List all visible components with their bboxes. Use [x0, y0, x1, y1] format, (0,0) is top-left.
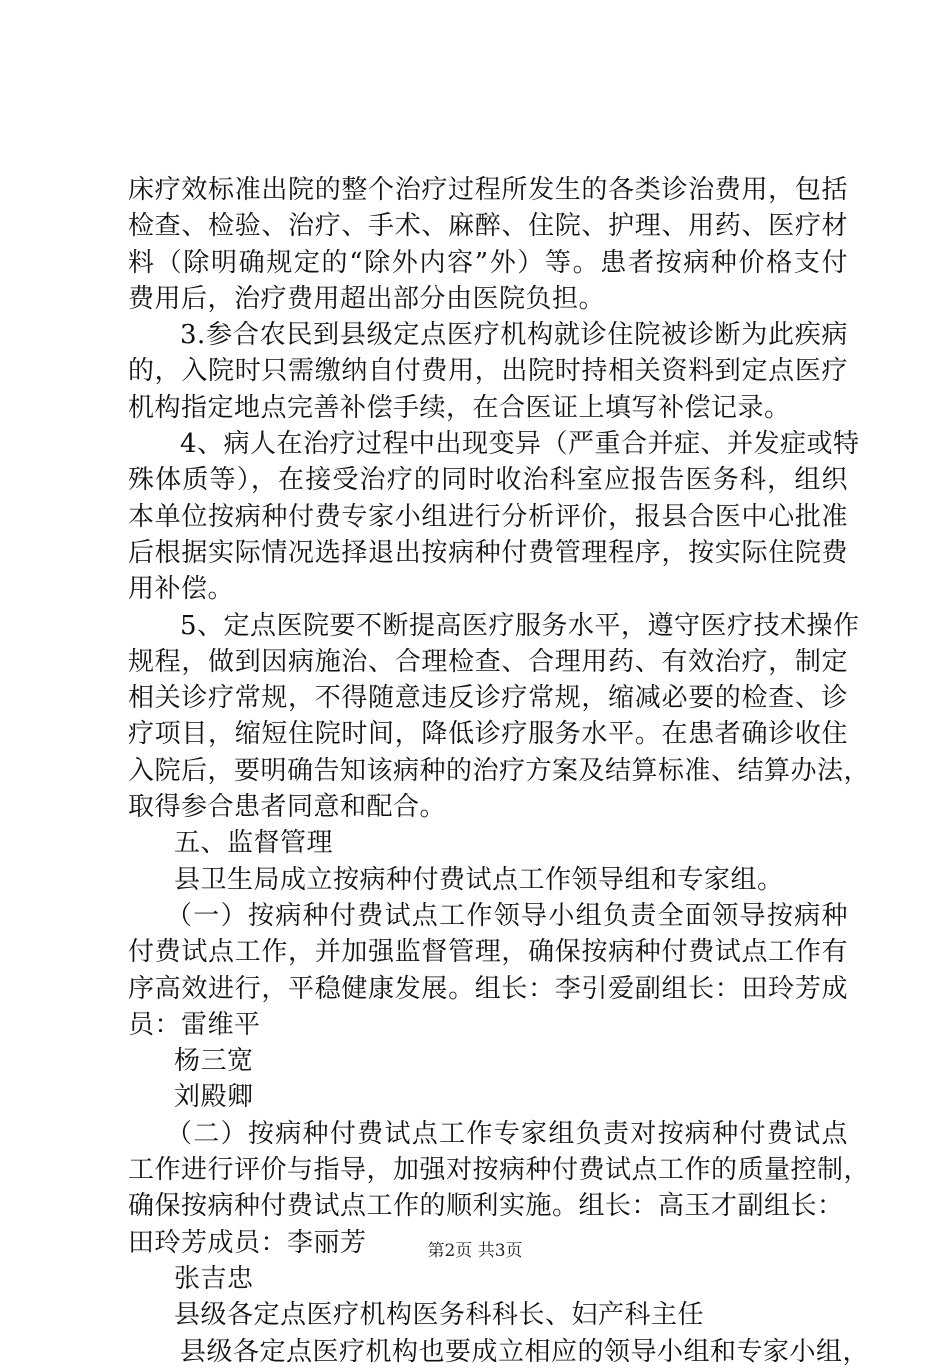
text-line: 后根据实际情况选择退出按病种付费管理程序，按实际住院费 — [128, 537, 848, 568]
text-line: 疗项目，缩短住院时间，降低诊疗服务水平。在患者确诊收住 — [128, 719, 848, 750]
section-heading: 五、监督管理 — [174, 828, 334, 859]
text-line: 县卫生局成立按病种付费试点工作领导组和专家组。 — [174, 864, 784, 895]
text-line: 殊体质等），在接受治疗的同时收治科室应报告医务科，组织 — [128, 465, 848, 496]
page-footer: 第2页 共3页 — [427, 1241, 523, 1261]
text-line: 料（除明确规定的“除外内容”外）等。患者按病种价格支付 — [128, 247, 848, 278]
text-line: 费用后，治疗费用超出部分由医院负担。 — [128, 283, 606, 314]
text-line: 序高效进行，平稳健康发展。组长：李引爱副组长：田玲芳成 — [128, 973, 848, 1004]
text-line: 取得参合患者同意和配合。 — [128, 792, 447, 823]
text-line: 张吉忠 — [174, 1263, 254, 1294]
text-line: 本单位按病种付费专家小组进行分析评价，报县合医中心批准 — [128, 501, 848, 532]
text-line: 县级各定点医疗机构也要成立相应的领导小组和专家小组， — [180, 1336, 870, 1367]
text-line: 杨三宽 — [174, 1046, 254, 1077]
text-line: 检查、检验、治疗、手术、麻醉、住院、护理、用药、医疗材 — [128, 211, 848, 242]
text-line: （一）按病种付费试点工作领导小组负责全面领导按病种 — [166, 900, 848, 931]
text-line: 县级各定点医疗机构医务科科长、妇产科主任 — [174, 1300, 705, 1331]
text-line: 规程，做到因病施治、合理检查、合理用药、有效治疗，制定 — [128, 646, 848, 677]
text-line: 机构指定地点完善补偿手续，在合医证上填写补偿记录。 — [128, 392, 791, 423]
document-body — [128, 172, 871, 1370]
text-line: 5、定点医院要不断提高医疗服务水平，遵守医疗技术操作 — [180, 610, 860, 641]
text-line: 员：雷维平 — [128, 1009, 261, 1040]
text-line: 刘殿卿 — [174, 1082, 254, 1113]
text-line: 付费试点工作，并加强监督管理，确保按病种付费试点工作有 — [128, 937, 848, 968]
text-line: 相关诊疗常规，不得随意违反诊疗常规，缩减必要的检查、诊 — [128, 683, 848, 714]
text-line: 用补偿。 — [128, 574, 235, 605]
text-line: 床疗效标准出院的整个治疗过程所发生的各类诊治费用，包括 — [128, 175, 848, 205]
text-line: 工作进行评价与指导，加强对按病种付费试点工作的质量控制， — [128, 1155, 871, 1186]
text-line: 确保按病种付费试点工作的顺利实施。组长：高玉才副组长： — [128, 1191, 844, 1222]
text-line: 3.参合农民到县级定点医疗机构就诊住院被诊断为此疾病 — [180, 320, 848, 351]
text-line: 入院后，要明确告知该病种的治疗方案及结算标准、结算办法， — [128, 755, 871, 786]
text-line: 的，入院时只需缴纳自付费用，出院时持相关资料到定点医疗 — [128, 356, 848, 387]
text-line: 4、病人在治疗过程中出现变异（严重合并症、并发症或特 — [180, 429, 860, 460]
text-line: 田玲芳成员：李丽芳 — [128, 1227, 367, 1258]
text-line: （二）按病种付费试点工作专家组负责对按病种付费试点 — [166, 1118, 848, 1149]
